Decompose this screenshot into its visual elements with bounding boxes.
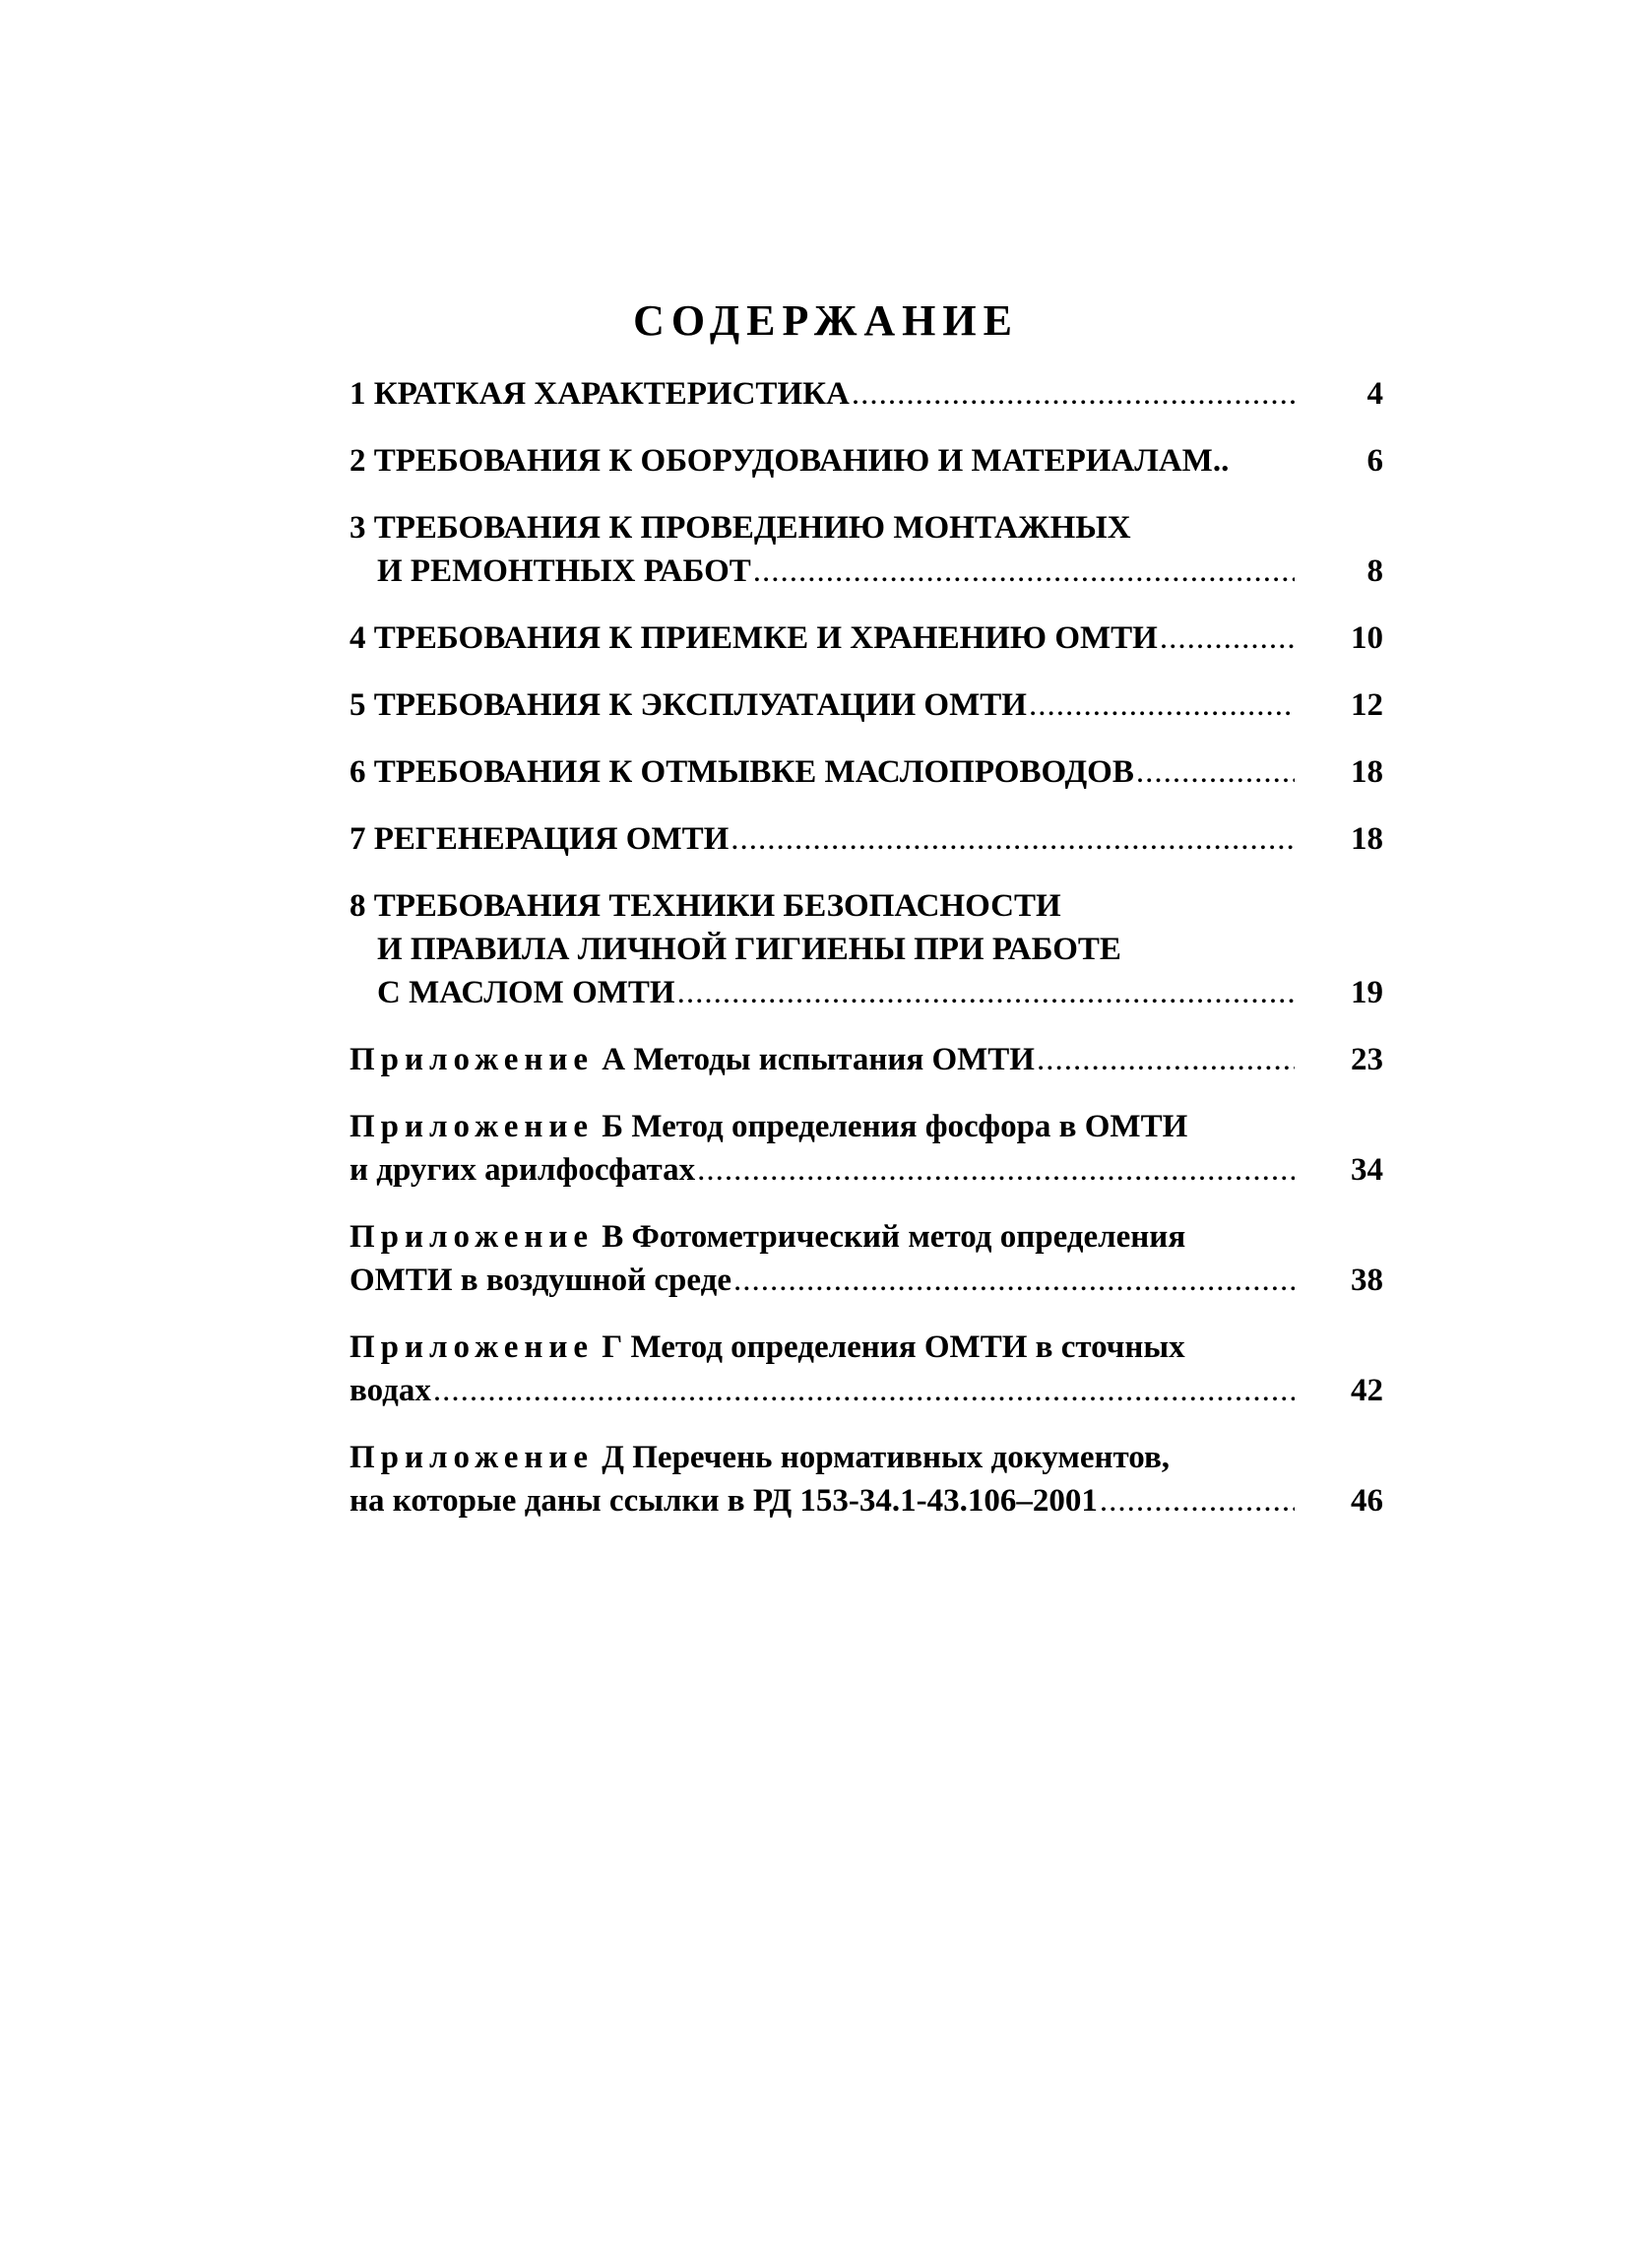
toc-page-number: 46	[1351, 1483, 1383, 1519]
dot-leader	[1029, 683, 1295, 727]
toc-entry-6[interactable]	[349, 750, 1383, 794]
table-of-contents	[349, 372, 1383, 1546]
toc-entry-text: 6 ТРЕБОВАНИЯ К ОТМЫВКЕ МАСЛОПРОВОДОВ	[349, 754, 1134, 790]
toc-page-number: 23	[1351, 1042, 1383, 1077]
toc-appendix-a[interactable]	[349, 1038, 1383, 1081]
dot-leader	[731, 817, 1295, 861]
toc-entry-text: 3 ТРЕБОВАНИЯ К ПРОВЕДЕНИЮ МОНТАЖНЫХ	[349, 510, 1131, 546]
toc-entry-text: 1 КРАТКАЯ ХАРАКТЕРИСТИКА	[349, 376, 850, 412]
toc-page-number: 6	[1366, 443, 1383, 479]
appendix-title: Г Метод определения ОМТИ в сточных	[602, 1329, 1185, 1365]
toc-page-number: 4	[1366, 376, 1383, 412]
appendix-title: Д Перечень нормативных документов,	[602, 1440, 1171, 1475]
appendix-title-continued: водах	[349, 1373, 431, 1408]
toc-entry-2[interactable]	[349, 439, 1383, 483]
appendix-label: Приложение	[349, 1440, 595, 1475]
appendix-title-continued: на которые даны ссылки в РД 153-34.1-43.106–2001	[349, 1483, 1098, 1519]
dot-leader	[852, 372, 1295, 416]
toc-page-number: 18	[1351, 754, 1383, 790]
toc-entry-text: 5 ТРЕБОВАНИЯ К ЭКСПЛУАТАЦИИ ОМТИ	[349, 687, 1027, 723]
toc-entry-7[interactable]	[349, 817, 1383, 861]
appendix-label: Приложение	[349, 1219, 595, 1255]
toc-appendix-b[interactable]	[349, 1105, 1383, 1192]
toc-entry-text: 7 РЕГЕНЕРАЦИЯ ОМТИ	[349, 821, 730, 857]
toc-entry-text-continued: С МАСЛОМ ОМТИ	[377, 975, 675, 1010]
toc-page-number: 18	[1351, 821, 1383, 857]
toc-page-number: 38	[1351, 1263, 1383, 1298]
toc-entry-4[interactable]	[349, 616, 1383, 660]
toc-entry-5[interactable]	[349, 683, 1383, 727]
dot-leader	[733, 1259, 1295, 1302]
dot-leader	[1160, 616, 1295, 660]
appendix-label: Приложение	[349, 1329, 595, 1365]
toc-page-number: 10	[1351, 620, 1383, 656]
toc-appendix-g[interactable]	[349, 1326, 1383, 1412]
toc-entry-3[interactable]	[349, 506, 1383, 593]
toc-entry-1[interactable]	[349, 372, 1383, 416]
toc-appendix-v[interactable]	[349, 1215, 1383, 1302]
toc-entry-text: 4 ТРЕБОВАНИЯ К ПРИЕМКЕ И ХРАНЕНИЮ ОМТИ	[349, 620, 1158, 656]
toc-page-number: 8	[1366, 553, 1383, 589]
dot-leader	[1037, 1038, 1295, 1081]
toc-page-number: 12	[1351, 687, 1383, 723]
toc-entry-text: 2 ТРЕБОВАНИЯ К ОБОРУДОВАНИЮ И МАТЕРИАЛАМ..	[349, 443, 1230, 479]
appendix-title: Б Метод определения фосфора в ОМТИ	[602, 1109, 1188, 1144]
toc-title: СОДЕРЖАНИЕ	[633, 296, 1019, 345]
toc-entry-text-continued: И РЕМОНТНЫХ РАБОТ	[377, 553, 751, 589]
toc-entry-8[interactable]	[349, 884, 1383, 1014]
appendix-title: В Фотометрический метод определения	[602, 1219, 1186, 1255]
dot-leader	[677, 971, 1295, 1014]
appendix-title-continued: и других арилфосфатах	[349, 1152, 696, 1188]
appendix-label: Приложение	[349, 1042, 595, 1077]
toc-appendix-d[interactable]	[349, 1436, 1383, 1523]
dot-leader	[1136, 750, 1295, 794]
dot-leader	[1100, 1479, 1295, 1523]
toc-entry-text-continued: И ПРАВИЛА ЛИЧНОЙ ГИГИЕНЫ ПРИ РАБОТЕ	[377, 932, 1121, 967]
toc-page-number: 19	[1351, 975, 1383, 1010]
toc-page-number: 34	[1351, 1152, 1383, 1188]
appendix-label: Приложение	[349, 1109, 595, 1144]
dot-leader	[433, 1369, 1295, 1412]
appendix-title: А Методы испытания ОМТИ	[602, 1042, 1035, 1077]
dot-leader	[753, 550, 1295, 593]
toc-page-number: 42	[1351, 1373, 1383, 1408]
toc-entry-text: 8 ТРЕБОВАНИЯ ТЕХНИКИ БЕЗОПАСНОСТИ	[349, 888, 1061, 924]
dot-leader	[697, 1148, 1295, 1192]
appendix-title-continued: ОМТИ в воздушной среде	[349, 1263, 731, 1298]
